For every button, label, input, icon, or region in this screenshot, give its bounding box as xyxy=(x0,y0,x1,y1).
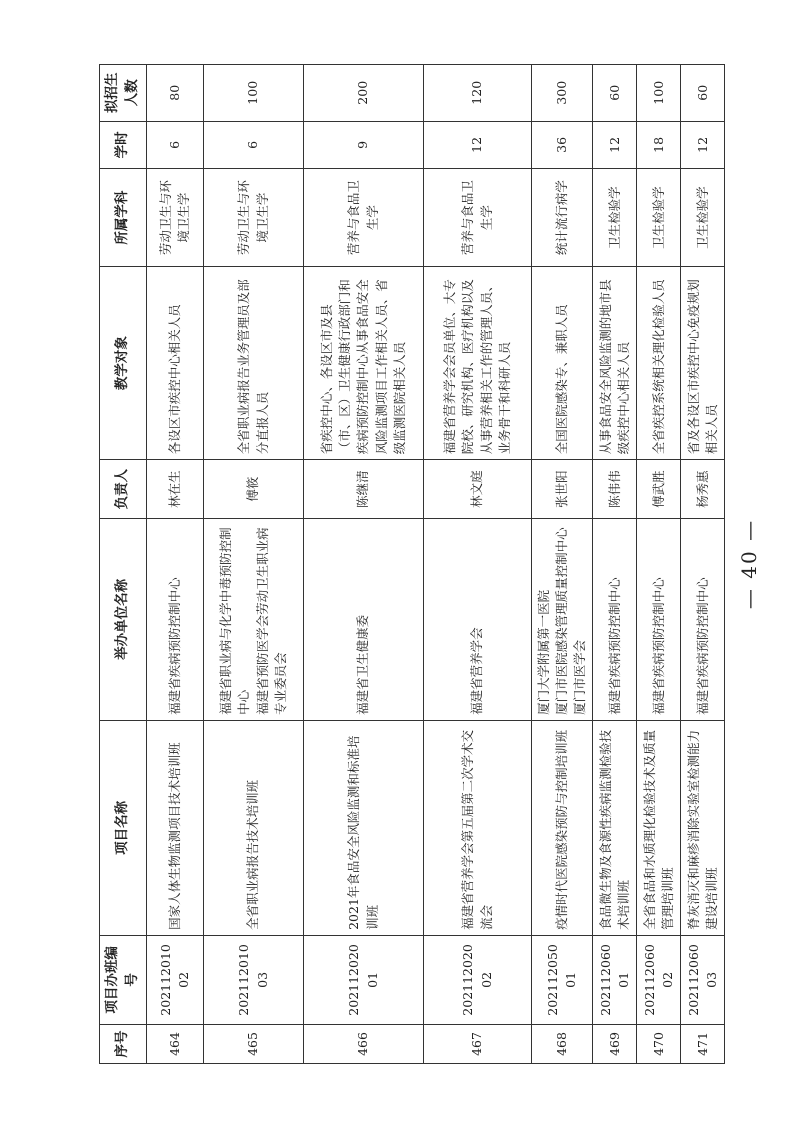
table-row xyxy=(593,65,637,1064)
org-line: 厦门市医院感染管理质量控制中心 xyxy=(554,527,570,715)
cell-discipline: 营养与食品卫生学 xyxy=(304,169,424,267)
cell-leader: 张世阳 xyxy=(532,460,593,519)
cell-audience: 全省职业病报告业务管理员及部分直报人员 xyxy=(204,267,304,460)
cell-org xyxy=(147,518,204,720)
cell-hours: 12 xyxy=(593,121,637,169)
cell-name: 全省职业病报告技术培训班 xyxy=(204,720,304,935)
table-row xyxy=(637,65,681,1064)
table-row xyxy=(147,65,204,1064)
table-row xyxy=(204,65,304,1064)
cell-name: 疫情时代医院感染预防与控制培训班 xyxy=(532,720,593,935)
cell-org xyxy=(637,518,681,720)
cell-discipline: 统计流行病学 xyxy=(532,169,593,267)
org-line: 福建省疾病预防控制中心 xyxy=(650,577,666,715)
cell-enroll: 300 xyxy=(532,65,593,122)
cell-code: 20211201002 xyxy=(147,935,204,1024)
cell-code: 20211205001 xyxy=(532,935,593,1024)
table-row xyxy=(424,65,532,1064)
cell-org xyxy=(681,518,725,720)
cell-name: 国家人体生物监测项目技术培训班 xyxy=(147,720,204,935)
cell-name: 食品微生物及食源性疾病监测检验技术培训班 xyxy=(593,720,637,935)
cell-discipline: 卫生检验学 xyxy=(681,169,725,267)
cell-name: 2021年食品安全风险监测和标准培训班 xyxy=(304,720,424,935)
cell-discipline: 劳动卫生与环境卫生学 xyxy=(204,169,304,267)
cell-hours: 18 xyxy=(637,121,681,169)
cell-enroll: 200 xyxy=(304,65,424,122)
cell-code: 20211202001 xyxy=(304,935,424,1024)
cell-seq: 465 xyxy=(204,1024,304,1063)
cell-enroll: 120 xyxy=(424,65,532,122)
cell-org xyxy=(593,518,637,720)
header-org: 举办单位名称 xyxy=(100,518,147,720)
header-discipline: 所属学科 xyxy=(100,169,147,267)
cell-code: 20211206003 xyxy=(681,935,725,1024)
header-name: 项目名称 xyxy=(100,720,147,935)
cell-org xyxy=(424,518,532,720)
cell-audience: 从事食品安全风险监测的地市县级疾控中心相关人员 xyxy=(593,267,637,460)
cell-code: 20211201003 xyxy=(204,935,304,1024)
org-line: 福建省预防医学会劳动卫生职业病专业委员会 xyxy=(254,527,288,715)
cell-org xyxy=(304,518,424,720)
cell-hours: 12 xyxy=(681,121,725,169)
cell-seq: 467 xyxy=(424,1024,532,1063)
cell-hours: 6 xyxy=(204,121,304,169)
header-audience: 教学对象 xyxy=(100,267,147,460)
cell-discipline: 劳动卫生与环境卫生学 xyxy=(147,169,204,267)
org-line: 福建省疾病预防控制中心 xyxy=(694,577,710,715)
table-row xyxy=(681,65,725,1064)
header-row xyxy=(100,65,147,1064)
cell-discipline: 卫生检验学 xyxy=(637,169,681,267)
cell-hours: 36 xyxy=(532,121,593,169)
header-leader: 负责人 xyxy=(100,460,147,519)
header-hours: 学时 xyxy=(100,121,147,169)
cell-discipline: 营养与食品卫生学 xyxy=(424,169,532,267)
cell-seq: 469 xyxy=(593,1024,637,1063)
cell-leader: 陈伟伟 xyxy=(593,460,637,519)
cell-org xyxy=(532,518,593,720)
cell-audience: 省及各设区市疾控中心免疫规划相关人员 xyxy=(681,267,725,460)
cell-hours: 9 xyxy=(304,121,424,169)
cell-code: 20211206001 xyxy=(593,935,637,1024)
org-line: 福建省疾病预防控制中心 xyxy=(606,577,622,715)
cell-leader: 陈继清 xyxy=(304,460,424,519)
cell-leader: 林文庭 xyxy=(424,460,532,519)
cell-seq: 466 xyxy=(304,1024,424,1063)
cell-seq: 464 xyxy=(147,1024,204,1063)
project-table xyxy=(99,64,725,1064)
org-line: 厦门大学附属第一医院 xyxy=(536,589,551,715)
org-line: 福建省疾病预防控制中心 xyxy=(166,577,182,715)
cell-name: 全省食品和水质理化检验技术及质量管理培训班 xyxy=(637,720,681,935)
cell-leader: 傅筱 xyxy=(204,460,304,519)
org-line: 厦门市医学会 xyxy=(572,639,588,715)
cell-audience: 全国医院感染专、兼职人员 xyxy=(532,267,593,460)
cell-enroll: 80 xyxy=(147,65,204,122)
org-line: 福建省职业病与化学中毒预防控制中心 xyxy=(218,527,252,715)
cell-enroll: 60 xyxy=(593,65,637,122)
cell-seq: 468 xyxy=(532,1024,593,1063)
table-row xyxy=(532,65,593,1064)
cell-leader: 林在生 xyxy=(147,460,204,519)
cell-name: 脊灰消灭和麻疹消除实验室检测能力建设培训班 xyxy=(681,720,725,935)
cell-seq: 471 xyxy=(681,1024,725,1063)
cell-audience: 各设区市疾控中心相关人员 xyxy=(147,267,204,460)
table-row xyxy=(304,65,424,1064)
cell-hours: 12 xyxy=(424,121,532,169)
cell-org xyxy=(204,518,304,720)
cell-discipline: 卫生检验学 xyxy=(593,169,637,267)
cell-hours: 6 xyxy=(147,121,204,169)
cell-name: 福建省营养学会第五届第二次学术交流会 xyxy=(424,720,532,935)
org-line: 福建省营养学会 xyxy=(469,627,485,715)
cell-code: 20211202002 xyxy=(424,935,532,1024)
header-seq: 序号 xyxy=(100,1024,147,1063)
header-code: 项目办班编号 xyxy=(100,935,147,1024)
cell-audience: 福建省营养学会会员单位、大专院校、研究机构、医疗机构以及从事营养相关工作的管理人员、业务骨干和科研人员 xyxy=(424,267,532,460)
header-enroll: 拟招生人数 xyxy=(100,65,147,122)
cell-audience: 全省疾控系统相关理化检验人员 xyxy=(637,267,681,460)
cell-enroll: 100 xyxy=(204,65,304,122)
cell-leader: 杨秀惠 xyxy=(681,460,725,519)
cell-seq: 470 xyxy=(637,1024,681,1063)
cell-code: 20211206002 xyxy=(637,935,681,1024)
cell-audience: 省疾控中心、各设区市及县（市、区）卫生健康行政部门和疾病预防控制中心从事食品安全风险监测项目工作相关人员、省级监测医院相关人员 xyxy=(304,267,424,460)
cell-leader: 傅武胜 xyxy=(637,460,681,519)
page-number: — 40 — xyxy=(737,518,761,610)
cell-enroll: 100 xyxy=(637,65,681,122)
org-line: 福建省卫生健康委 xyxy=(355,614,371,715)
cell-enroll: 60 xyxy=(681,65,725,122)
